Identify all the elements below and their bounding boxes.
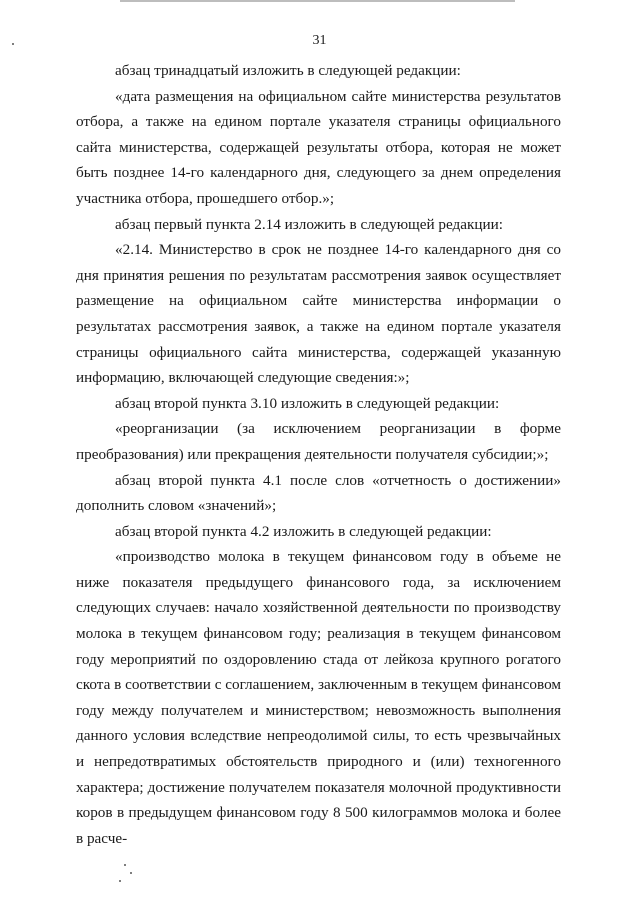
paragraph-9: «производство молока в текущем финансовом году в объеме не ниже показателя предыдущего финансового года, за исключением следующих случаев: начало хозяйственной деятельности по производству молока в текущем финансовом году; реализация в текущем финансовом году мероприятий по оздоровлению стада от лейкоза крупного рогатого скота в соответствии с соглашением, заключенным в текущем финансовом году между получателем и министерством; невозможность выполнения данного условия вследствие непреодолимой силы, то есть чрезвычайных и непредотвратимых обстоятельств природного и (или) техногенного характера; достижение получателем показателя молочной продуктивности коров в предыдущем финансовом году 8 500 килограммов молока и более в расче-: [76, 548, 561, 847]
scan-speck: [124, 864, 126, 866]
scan-speck: [12, 43, 14, 45]
scan-speck: [130, 872, 132, 874]
scan-top-edge: [120, 0, 515, 2]
paragraph-4: «2.14. Министерство в срок не позднее 14-го календарного дня со дня принятия решения по результатам рассмотрения заявок осуществляет размещение на официальном сайте министерства информации о результатах рассмотрения заявок, а также на едином портале указателя страницы официального сайта министерства, содержащей указанную информацию, включающей следующие сведения:»;: [76, 241, 561, 387]
paragraph-2: «дата размещения на официальном сайте министерства результатов отбора, а также на едином портале указателя страницы официального сайта министерства, содержащей результаты отбора, которая не может быть позднее 14-го календарного дня, следующего за днем определения участника отбора, прошедшего отбор.»;: [76, 87, 561, 207]
paragraph-7: абзац второй пункта 4.1 после слов «отчетность о достижении» дополнить словом «значений»;: [76, 471, 561, 515]
paragraph-1: абзац тринадцатый изложить в следующей редакции:: [115, 62, 461, 79]
paragraph-3: абзац первый пункта 2.14 изложить в следующей редакции:: [115, 215, 503, 233]
paragraph-6: «реорганизации (за исключением реорганизации в форме преобразования) или прекращения деятельности получателя субсидии;»;: [76, 420, 561, 463]
document-body: [76, 58, 561, 851]
page-number: 31: [312, 33, 327, 48]
paragraph-5: абзац второй пункта 3.10 изложить в следующей редакции:: [115, 394, 500, 412]
scan-speck: [119, 880, 121, 882]
paragraph-8: абзац второй пункта 4.2 изложить в следующей редакции:: [115, 522, 492, 540]
